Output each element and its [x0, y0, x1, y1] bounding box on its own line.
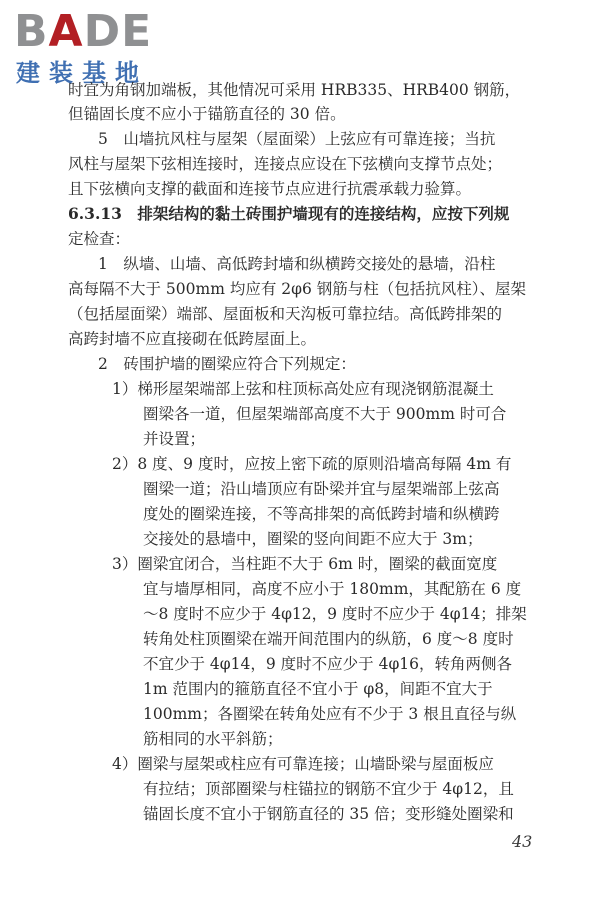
list-item-line: 筋相同的水平斜筋； — [143, 730, 283, 748]
list-item-line: 100mm；各圈梁在转角处应有不少于 3 根且直径与纵 — [143, 705, 517, 723]
logo-subtitle: 建装基地 — [16, 59, 148, 87]
text-line: 1 纵墙、山墙、高低跨封墙和纵横跨交接处的悬墙，沿柱 — [98, 255, 496, 273]
list-item-line: 圈梁一道；沿山墙顶应有卧梁并宜与屋架端部上弦高 — [143, 480, 500, 498]
list-item-line: 交接处的悬墙中，圈梁的竖向间距不应大于 3m； — [143, 530, 483, 548]
text-line: 5 山墙抗风柱与屋架（屋面梁）上弦应有可靠连接；当抗 — [98, 130, 496, 148]
logo-letter-a: A — [48, 6, 84, 57]
section-heading: 6.3.13 排架结构的黏土砖围护墙现有的连接结构，应按下列规 — [68, 204, 510, 223]
list-item-line: 宜与墙厚相同，高度不应小于 180mm，其配筋在 6 度 — [143, 580, 522, 598]
list-item-line: 1m 范围内的箍筋直径不宜小于 φ8，间距不宜大于 — [143, 680, 493, 698]
text-line: 高每隔不大于 500mm 均应有 2φ6 钢筋与柱（包括抗风柱）、屋架 — [68, 280, 527, 298]
text-line: 且下弦横向支撑的截面和连接节点应进行抗震承载力验算。 — [68, 180, 472, 198]
list-item-line: 1）梯形屋架端部上弦和柱顶标高处应有现浇钢筋混凝土 — [112, 380, 494, 398]
text-line: （包括屋面梁）端部、屋面板和天沟板可靠拉结。高低跨排架的 — [68, 305, 503, 323]
list-item-line: 度处的圈梁连接，不等高排架的高低跨封墙和纵横跨 — [143, 505, 500, 523]
list-item-line: 4）圈梁与屋架或柱应有可靠连接；山墙卧梁与屋面板应 — [112, 755, 494, 773]
list-item-line: 2）8 度、9 度时，应按上密下疏的原则沿墙高每隔 4m 有 — [112, 455, 512, 473]
list-item-line: ～8 度时不应少于 4φ12，9 度时不应少于 4φ14；排架 — [143, 605, 527, 623]
text-line: 但锚固长度不应小于锚筋直径的 30 倍。 — [68, 105, 346, 123]
logo-letters-de: DE — [83, 6, 153, 57]
list-item-line: 锚固长度不宜小于钢筋直径的 35 倍；变形缝处圈梁和 — [143, 805, 514, 823]
list-item-line: 并设置； — [143, 430, 206, 448]
list-item-line: 转角处柱顶圈梁在端开间范围内的纵筋，6 度～8 度时 — [143, 630, 514, 648]
text-line: 定检查： — [68, 230, 131, 248]
logo-wordmark — [14, 6, 152, 58]
list-item-line: 不宜少于 4φ14，9 度时不应少于 4φ16，转角两侧各 — [143, 655, 513, 673]
text-line: 2 砖围护墙的圈梁应符合下列规定： — [98, 355, 356, 373]
text-line: 高跨封墙不应直接砌在低跨屋面上。 — [68, 330, 317, 348]
text-line: 时宜为角钢加端板，其他情况可采用 HRB335、HRB400 钢筋， — [68, 81, 521, 99]
logo-letter-b: B — [14, 6, 49, 57]
text-line: 风柱与屋架下弦相连接时，连接点应设在下弦横向支撑节点处； — [68, 155, 503, 173]
list-item-line: 3）圈梁宜闭合，当柱距不大于 6m 时，圈梁的截面宽度 — [112, 555, 498, 573]
list-item-line: 圈梁各一道，但屋架端部高度不大于 900mm 时可合 — [143, 405, 507, 423]
list-item-line: 有拉结；顶部圈梁与柱锚拉的钢筋不宜少于 4φ12，且 — [143, 780, 514, 798]
page-number: 43 — [512, 832, 533, 851]
